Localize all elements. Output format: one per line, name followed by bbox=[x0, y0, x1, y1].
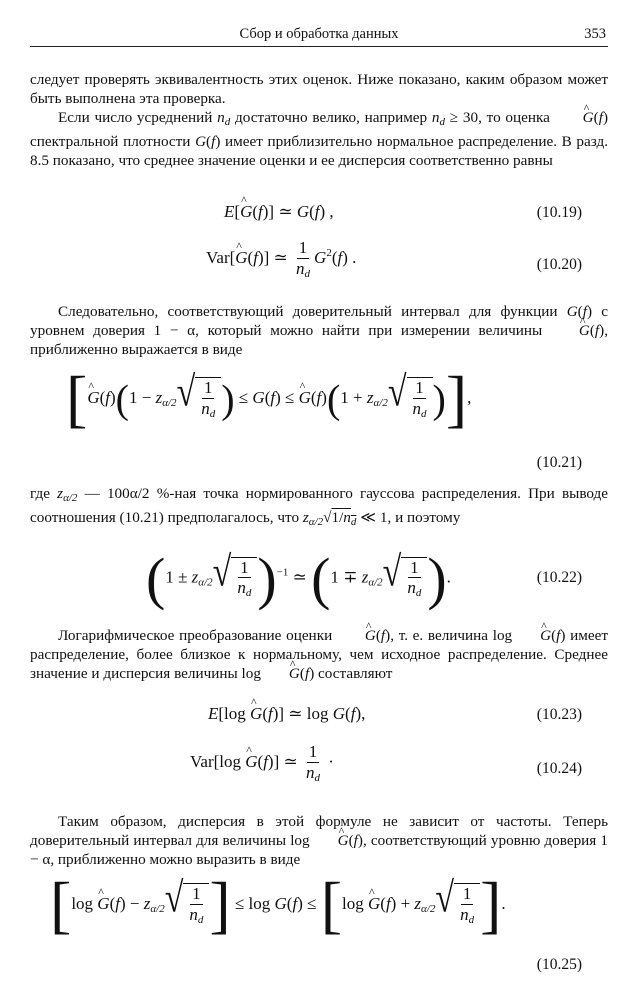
equation-number-10-25: (10.25) bbox=[536, 956, 582, 973]
equation-number-10-21: (10.21) bbox=[536, 454, 582, 471]
paragraph-5: Логарифмическое преобразование оценки ^ G(f), т. е. величина log^ G(f) имеет распределение, более близкое к нормальному, чем исходное распределение. Среднее значение и дисперсия величины log^ G(f) составляют bbox=[30, 626, 608, 684]
page-number: 353 bbox=[584, 26, 606, 42]
paragraph-2: Если число усреднений $n_d$ достаточно велико, например $n_d \ge 30$, то оценка ^ G(f) спектральной плотности G(f) имеет приблизительно нормальное распределение. В разд. 8.5 показано, что среднее значение оценки и ее дисперсия соответственно равны bbox=[30, 108, 608, 171]
paragraph-1: следует проверять эквивалентность этих оценок. Ниже показано, каким образом может быть выполнена эта проверка. bbox=[30, 71, 608, 108]
equation-number-10-23: (10.23) bbox=[536, 706, 582, 723]
running-title: Сбор и обработка данных bbox=[239, 26, 399, 42]
paragraph-6: Таким образом, дисперсия в этой формуле не зависит от частоты. Теперь доверительный интервал для величины log^ G(f), соответствующий уровню доверия 1 − α, приближенно можно выразить в виде bbox=[30, 812, 608, 870]
equation-number-10-24: (10.24) bbox=[536, 760, 582, 777]
paragraph-3: Следовательно, соответствующий доверительный интервал для функции G(f) с уровнем доверия 1 − α, который можно найти при измерении величины ^ G(f), приближенно выражается в виде bbox=[30, 302, 608, 360]
equation-number-10-20: (10.20) bbox=[536, 256, 582, 273]
running-head bbox=[30, 24, 608, 47]
book-page: Сбор и обработка данных 353 следует проверять эквивалентность этих оценок. Ниже показано, каким образом может быть выполнена эта проверка. Если число усреднений $n_d$ достаточно велико, например $n_d \ge 30$, то оценка ^ G(f) спектральной плотности G(f) имеет приблизительно нормальное распределение. В разд. 8.5 показано, что среднее значение оценки и ее дисперсия соответственно равны E[^ G(f)] ≃ G(f) , (10.19) Var[^ G(f)] ≃ $\frac{1}{n_d}$ $G^2(f)$ . (10.20) Следовательно, соответствующий доверительный интервал для функции G(f) с уровнем доверия 1 − α, который можно найти при измерении величины ^ G(f), приближенно выражается в виде [^ $G(f)(1 - z_{\alpha/2}$ √ 1 $n_d$ ) ≤ G(f) ≤ ^ $G(f)(1 + z_{\alpha/2}$ √ 1 $n_d$ )], (10.21) где $z_{\alpha/2}$ — 100α/2 %-ная точка нормированного гауссова распределения. При выводе соотношения (10.21) предполагалось, что $z_{\alpha/2}√1/n_d$ ≪ 1, и поэтому ($1 \pm z_{\alpha/2}$ √ 1 $n_d$ )$^{-1}$ ≃ ($1 \mp z_{\alpha/2}$ √ 1 $n_d$ ). (10.22) Логарифмическое преобразование оценки ^ G(f), т. е. величина log^ G(f) имеет распределение, более близкое к нормальному, чем исходное распределение. Среднее значение и дисперсия величины log^ G(f) составляют E[log ^ G(f)] ≃ log G(f), (10.23) Var[log ^ G(f)] ≃ $\frac{1}{n_d}$ · (10.24) Таким образом, дисперсия в этой формуле не зависит от частоты. Теперь доверительный интервал для величины log^ G(f), соответствующий уровню доверия 1 − α, приближенно можно выразить в виде [log ^ $G(f) - z_{\alpha/2}$ √ 1 $n_d$ ] ≤ log G(f) ≤ [log ^ $G(f) + z_{\alpha/2}$ √ 1 $n_d$ ]. (10.25) bbox=[0, 0, 630, 1000]
equation-number-10-22: (10.22) bbox=[536, 569, 582, 586]
equation-number-10-19: (10.19) bbox=[536, 204, 582, 221]
paragraph-4: где $z_{\alpha/2}$ — 100α/2 %-ная точка нормированного гауссова распределения. При выводе соотношения (10.21) предполагалось, что $z_{\alpha/2}√1/n_d$ ≪ 1, и поэтому bbox=[30, 485, 609, 529]
